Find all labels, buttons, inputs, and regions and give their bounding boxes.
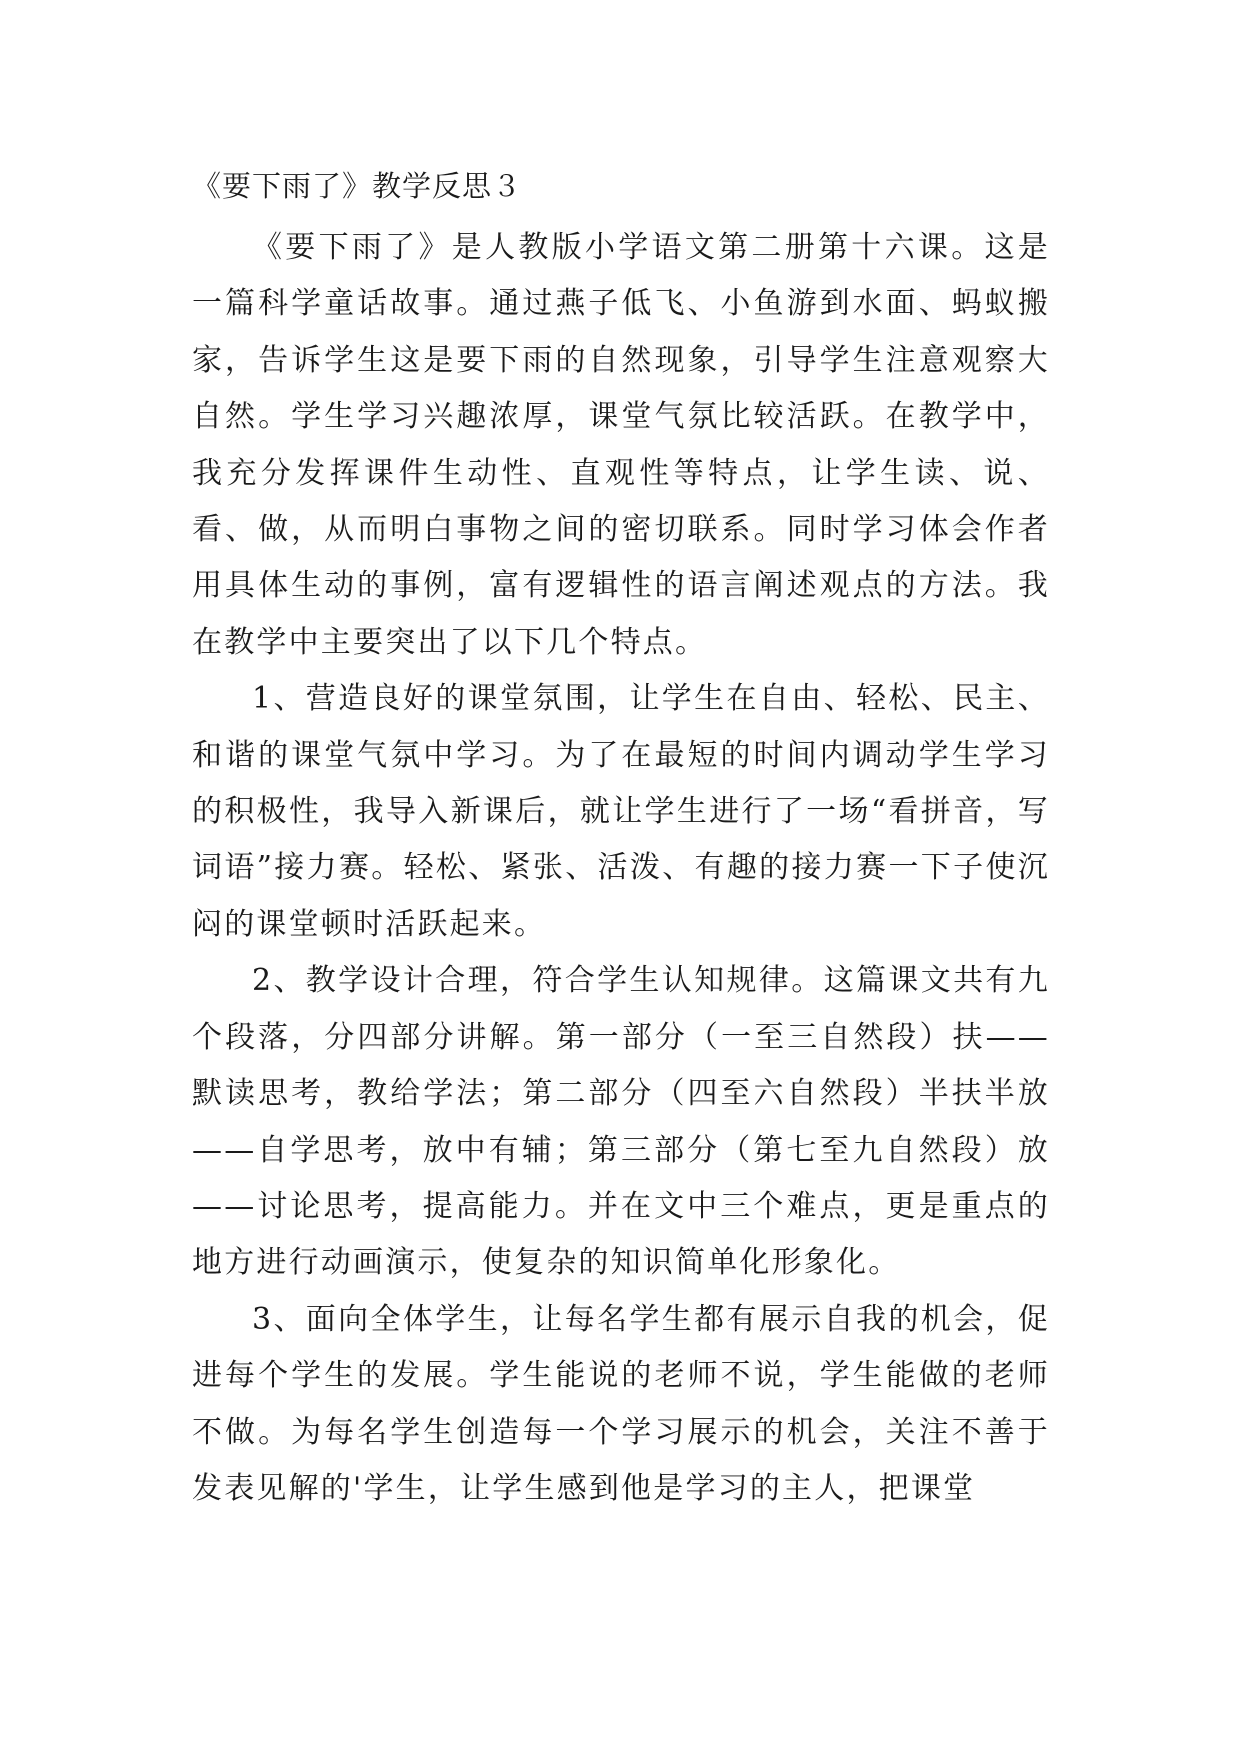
point-1-paragraph: 1、营造良好的课堂氛围，让学生在自由、轻松、民主、和谐的课堂气氛中学习。为了在最短的时间内调动学生学习的积极性，我导入新课后，就让学生进行了一场“看拼音，写词语”接力赛。轻松、紧张、活泼、有趣的接力赛一下子使沉闷的课堂顿时活跃起来。	[192, 681, 1050, 942]
document-body	[192, 220, 1050, 1517]
intro-paragraph: 《要下雨了》是人教版小学语文第二册第十六课。这是一篇科学童话故事。通过燕子低飞、小鱼游到水面、蚂蚁搬家，告诉学生这是要下雨的自然现象，引导学生注意观察大自然。学生学习兴趣浓厚，课堂气氛比较活跃。在教学中，我充分发挥课件生动性、直观性等特点，让学生读、说、看、做，从而明白事物之间的密切联系。同时学习体会作者用具体生动的事例，富有逻辑性的语言阐述观点的方法。我在教学中主要突出了以下几个特点。	[192, 230, 1050, 660]
point-3-paragraph: 3、面向全体学生，让每名学生都有展示自我的机会，促进每个学生的发展。学生能说的老师不说，学生能做的老师不做。为每名学生创造每一个学习展示的机会，关注不善于发表见解的'学生，让学生感到他是学习的主人，把课堂	[192, 1301, 1050, 1506]
point-2-paragraph: 2、教学设计合理，符合学生认知规律。这篇课文共有九个段落，分四部分讲解。第一部分（一至三自然段）扶——默读思考，教给学法；第二部分（四至六自然段）半扶半放——自学思考，放中有辅；第三部分（第七至九自然段）放——讨论思考，提高能力。并在文中三个难点，更是重点的地方进行动画演示，使复杂的知识简单化形象化。	[192, 963, 1050, 1281]
document-title: 《要下雨了》教学反思３	[192, 169, 523, 203]
